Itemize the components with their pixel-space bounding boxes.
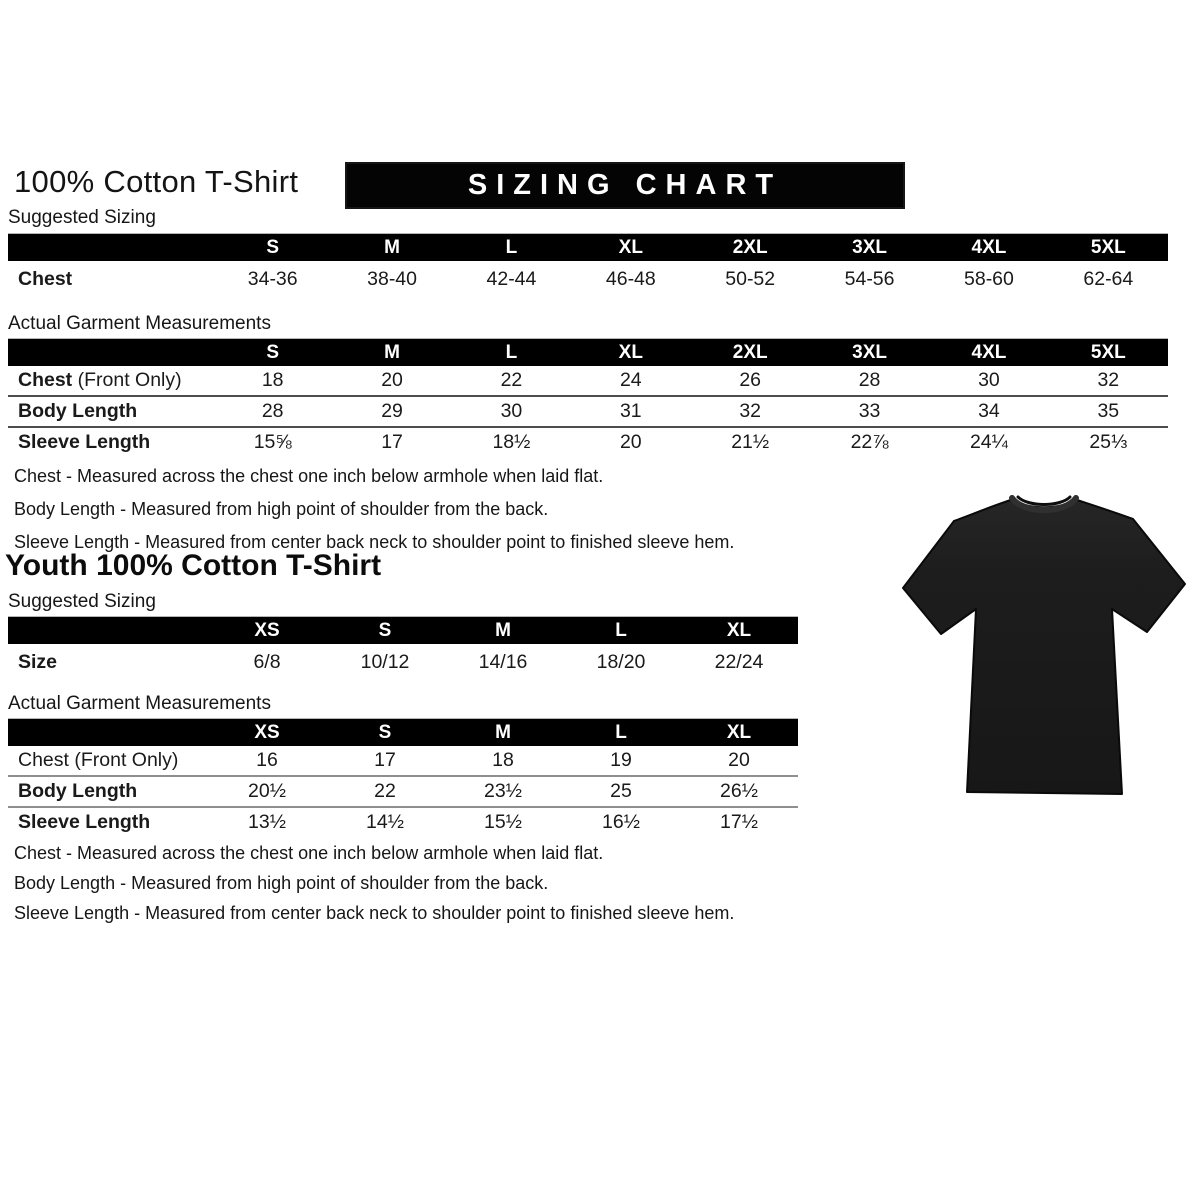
- measurement-cell: 25: [610, 780, 632, 802]
- page-title: 100% Cotton T-Shirt: [14, 164, 299, 199]
- measurement-cell: 6/8: [253, 650, 281, 673]
- size-column-header: 4XL: [971, 236, 1007, 258]
- measurement-cell: 30: [978, 369, 1000, 391]
- measurement-cell: 17½: [720, 811, 758, 833]
- row-label: Chest (Front Only): [18, 749, 179, 771]
- tshirt-collar-inner: [1018, 497, 1070, 505]
- row-label: Body Length: [18, 400, 138, 422]
- measurement-cell: 14½: [366, 811, 404, 833]
- size-column-header: XS: [254, 619, 280, 641]
- size-header-row: [8, 719, 798, 746]
- measurement-cell: 13½: [248, 811, 286, 833]
- youth-actual-measurements-label: Actual Garment Measurements: [8, 693, 271, 714]
- size-column-header: XL: [618, 341, 643, 363]
- tshirt-silhouette: [903, 499, 1185, 794]
- size-header-row: [8, 617, 798, 644]
- size-column-header: 3XL: [852, 341, 887, 363]
- measurement-cell: 22: [500, 369, 523, 391]
- table-row: [8, 428, 1168, 457]
- measurement-cell: 17: [374, 749, 396, 771]
- youth-actual-measurements-table: [8, 718, 798, 837]
- table-row: [8, 261, 1168, 297]
- size-header-row: [8, 339, 1168, 366]
- table-row: [8, 777, 798, 808]
- measurement-cell: 28: [858, 369, 881, 391]
- size-column-header: L: [505, 341, 518, 363]
- measurement-cell: 19: [610, 749, 632, 771]
- size-column-header: S: [266, 341, 280, 363]
- adult-measurement-notes: [14, 460, 734, 559]
- size-column-header: XL: [726, 721, 752, 743]
- size-column-header: 5XL: [1090, 236, 1126, 258]
- size-column-header: 2XL: [732, 341, 768, 363]
- measurement-cell: 17: [381, 431, 403, 453]
- measurement-cell: 42-44: [486, 267, 537, 290]
- table-row: [8, 397, 1168, 428]
- size-column-header: XS: [254, 721, 280, 743]
- size-column-header: S: [378, 721, 392, 743]
- measurement-cell: 24¼: [969, 431, 1008, 453]
- measurement-cell: 32: [739, 400, 762, 422]
- measurement-cell: 20½: [248, 780, 286, 802]
- measurement-cell: 31: [619, 400, 642, 422]
- row-label: Chest (Front Only): [18, 369, 182, 391]
- measurement-cell: 18: [492, 749, 514, 771]
- adult-actual-measurements-label: Actual Garment Measurements: [8, 313, 271, 334]
- note-chest: Chest - Measured across the chest one inch below armhole when laid flat.: [14, 466, 604, 486]
- measurement-cell: 25⅓: [1089, 431, 1128, 453]
- row-label: Sleeve Length: [18, 431, 151, 453]
- measurement-cell: 58-60: [964, 267, 1014, 290]
- size-header-row: [8, 234, 1168, 261]
- measurement-cell: 54-56: [844, 267, 895, 290]
- size-column-header: M: [384, 236, 400, 258]
- measurement-cell: 26½: [720, 780, 758, 802]
- measurement-cell: 26: [739, 369, 762, 391]
- size-column-header: M: [495, 721, 511, 743]
- measurement-cell: 38-40: [367, 267, 417, 290]
- size-column-header: M: [495, 619, 511, 641]
- measurement-cell: 32: [1097, 369, 1120, 391]
- measurement-cell: 18: [261, 369, 284, 391]
- measurement-cell: 24: [619, 369, 642, 391]
- note-body-length: Body Length - Measured from high point of shoulder from the back.: [14, 873, 549, 893]
- measurement-cell: 22⅞: [850, 431, 889, 453]
- youth-suggested-sizing-label: Suggested Sizing: [8, 591, 156, 612]
- measurement-cell: 15½: [484, 811, 522, 833]
- measurement-cell: 62-64: [1083, 267, 1134, 290]
- measurement-cell: 34-36: [247, 267, 298, 290]
- table-row: [8, 366, 1168, 397]
- measurement-cell: 30: [500, 400, 523, 422]
- note-body-length: Body Length - Measured from high point of shoulder from the back.: [14, 499, 549, 519]
- sizing-chart-banner: SIZING CHART: [347, 164, 903, 207]
- row-label: Size: [18, 650, 58, 673]
- size-column-header: L: [615, 619, 627, 641]
- measurement-cell: 20: [619, 431, 642, 453]
- youth-page-title: Youth 100% Cotton T-Shirt: [5, 549, 382, 582]
- size-column-header: 2XL: [732, 236, 768, 258]
- measurement-cell: 20: [381, 369, 403, 391]
- measurement-cell: 23½: [484, 780, 522, 802]
- measurement-cell: 46-48: [605, 267, 656, 290]
- table-row: [8, 644, 798, 680]
- size-column-header: L: [615, 721, 627, 743]
- youth-suggested-sizing-table: [8, 616, 798, 680]
- size-column-header: 4XL: [971, 341, 1007, 363]
- size-column-header: L: [505, 236, 518, 258]
- measurement-cell: 16½: [602, 811, 640, 833]
- measurement-cell: 33: [858, 400, 881, 422]
- measurement-cell: 10/12: [360, 650, 410, 673]
- size-column-header: S: [378, 619, 392, 641]
- measurement-cell: 15⅝: [253, 431, 292, 453]
- measurement-cell: 14/16: [478, 650, 528, 673]
- measurement-cell: 18½: [492, 431, 531, 453]
- measurement-cell: 29: [381, 400, 403, 422]
- youth-measurement-notes: [14, 838, 734, 928]
- black-tshirt-image: [893, 483, 1195, 815]
- size-column-header: XL: [618, 236, 643, 258]
- measurement-cell: 21½: [731, 431, 770, 453]
- size-column-header: XL: [726, 619, 752, 641]
- measurement-cell: 22/24: [714, 650, 764, 673]
- size-column-header: 3XL: [852, 236, 887, 258]
- table-row: [8, 746, 798, 777]
- measurement-cell: 16: [256, 749, 278, 771]
- note-chest: Chest - Measured across the chest one inch below armhole when laid flat.: [14, 843, 604, 863]
- adult-suggested-sizing-label: Suggested Sizing: [8, 207, 156, 228]
- row-label: Chest: [18, 267, 73, 290]
- row-label: Body Length: [18, 780, 138, 802]
- measurement-cell: 22: [374, 780, 396, 802]
- size-column-header: S: [266, 236, 280, 258]
- measurement-cell: 18/20: [596, 650, 646, 673]
- table-row: [8, 808, 798, 837]
- row-label: Sleeve Length: [18, 811, 151, 833]
- measurement-cell: 28: [261, 400, 284, 422]
- adult-actual-measurements-table: [8, 338, 1168, 457]
- measurement-cell: 34: [978, 400, 1000, 422]
- measurement-cell: 50-52: [725, 267, 776, 290]
- size-column-header: 5XL: [1090, 341, 1126, 363]
- size-column-header: M: [384, 341, 400, 363]
- note-sleeve-length: Sleeve Length - Measured from center back neck to shoulder point to finished sleeve hem.: [14, 532, 735, 552]
- measurement-cell: 20: [728, 749, 750, 771]
- note-sleeve-length: Sleeve Length - Measured from center back neck to shoulder point to finished sleeve hem.: [14, 903, 735, 923]
- measurement-cell: 35: [1097, 400, 1120, 422]
- adult-suggested-sizing-table: [8, 233, 1168, 297]
